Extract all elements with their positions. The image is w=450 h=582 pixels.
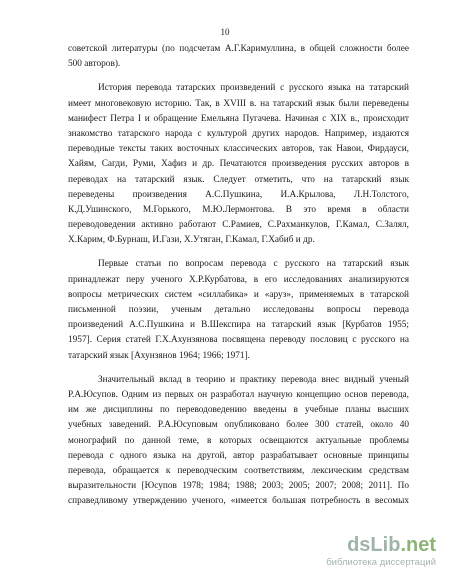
- text-line: К.Д.Ушинского, М.Горького, М.Ю.Лермонтова. В это время в области: [68, 204, 409, 215]
- text-line: переводах на татарский язык. Следует отметить, что на татарский язык: [68, 174, 409, 185]
- page-number: 10: [220, 27, 230, 37]
- watermark-brand-tld: .net: [400, 534, 436, 556]
- text-line: Значительный вклад в теорию и практику перевода внес видный ученый: [98, 374, 409, 385]
- text-line: Первые статьи по вопросам перевода с русского на татарский язык: [98, 259, 409, 270]
- text-line: произведений А.С.Пушкина и В.Шекспира на татарский язык [Курбатов 1955;: [68, 320, 409, 331]
- watermark-logo[interactable]: [318, 534, 436, 572]
- text-line: История перевода татарских произведений с русского языка на татарский: [98, 83, 409, 94]
- text-line: принадлежат перу ученого Х.Р.Курбатова, в его исследованиях анализируются: [68, 274, 409, 285]
- text-line: 1957]. Серия статей Г.Х.Ахунзянова посвящена переводу пословиц с русского на: [68, 335, 409, 346]
- watermark-brand: [347, 534, 436, 556]
- text-line: вопросы метрических систем «силлабика» и «аруз», применяемых в татарской: [68, 289, 409, 300]
- text-line: монографий по данной теме, в которых освещаются актуальные проблемы: [68, 435, 409, 446]
- text-line: переводные тексты таких восточных классических авторов, так Навои, Фирдауси,: [68, 144, 409, 155]
- text-line: манифест Петра I и обращение Емельяна Пугачева. Начиная с XIX в., происходит: [68, 113, 409, 124]
- text-line: письменной поэзии, ученым детально исследованы вопросы перевода: [68, 305, 409, 315]
- text-line: выразительности [Юсупов 1978; 1984; 1988; 2003; 2005; 2007; 2008; 2011]. По: [68, 481, 409, 492]
- text-line: перевода с одного языка на другой, автор разрабатывает основные принципы: [68, 450, 409, 461]
- text-line: 500 авторов).: [68, 59, 121, 70]
- document-body: [68, 42, 409, 509]
- text-line: Х.Карим, Ф.Бурнаш, И.Гази, Х.Утяган, Г.Камал, Г.Хабиб и др.: [68, 235, 315, 246]
- text-line: справедливому утверждению ученого, «имеется большая потребность в весомых: [68, 496, 409, 507]
- text-line: татарский язык [Ахунзянов 1964; 1966; 1971].: [68, 350, 250, 361]
- text-line: советской литературы (по подсчетам А.Г.Каримуллина, в общей сложности более: [68, 44, 409, 54]
- text-line: Хайям, Сагди, Руми, Хафиз и др. Печатаются произведения русских авторов в: [68, 159, 409, 170]
- text-line: перевода, обращается к переводческим соответствиям, лексическим средствам: [68, 465, 409, 476]
- text-line: знакомство татарского народа с культурой других народов. Например, издаются: [68, 128, 409, 139]
- text-line: учебных заведений. Р.А.Юсуповым опубликовано более 300 статей, около 40: [68, 420, 409, 431]
- watermark-subtitle: библиотека диссертаций: [326, 557, 436, 568]
- text-line: переведены произведения А.С.Пушкина, И.А.Крылова, Л.Н.Толстого,: [68, 189, 409, 200]
- text-line: имеет многовековую историю. Так, в XVIII в. на татарский язык были переведены: [68, 98, 409, 109]
- text-line: им же дисциплины по переводоведению введены в учебные планы высших: [68, 405, 409, 416]
- text-line: Р.А.Юсупов. Одним из первых он разработал научную концепцию основ перевода,: [68, 389, 409, 400]
- text-line: переводоведения активно работают С.Рамиев, С.Рахманкулов, Г.Камал, С.Залял,: [68, 220, 409, 231]
- watermark-brand-name: dsLib: [347, 534, 401, 556]
